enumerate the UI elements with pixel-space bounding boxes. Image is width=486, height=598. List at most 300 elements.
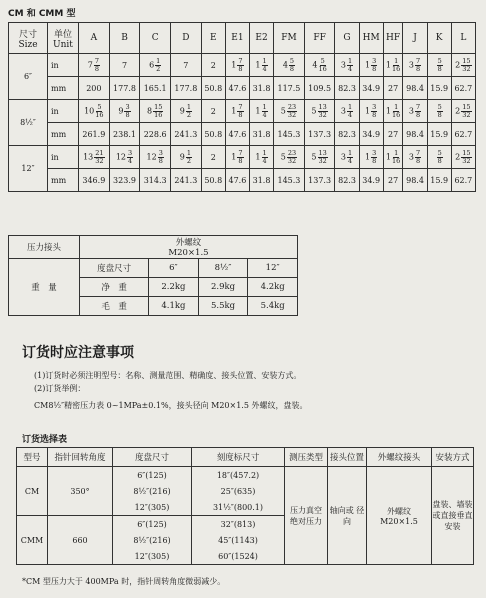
inch-whole: 13 <box>83 152 94 161</box>
fraction-denominator: 4 <box>128 156 133 165</box>
fraction-numerator: 1 <box>156 56 161 65</box>
inch-value <box>403 100 427 123</box>
inch-whole: 1 <box>365 60 371 69</box>
inch-whole: 2 <box>210 60 216 70</box>
fraction-numerator: 1 <box>262 148 267 157</box>
selection-table <box>16 447 474 565</box>
fraction-denominator: 16 <box>392 156 401 165</box>
mm-value: 15.9 <box>427 169 451 192</box>
fraction-numerator: 3 <box>128 148 133 157</box>
inch-fraction <box>153 104 163 119</box>
fraction-numerator: 5 <box>437 102 442 111</box>
inch-fraction <box>262 150 268 165</box>
fraction-denominator: 32 <box>318 110 327 119</box>
fraction-numerator: 3 <box>372 56 377 65</box>
inch-whole: 4 <box>282 60 288 69</box>
col-header: J <box>403 23 427 54</box>
inch-fraction <box>287 104 297 119</box>
fraction-denominator: 2 <box>156 64 161 73</box>
inch-whole: 12 <box>146 152 157 161</box>
fraction-numerator: 3 <box>158 148 163 157</box>
inch-whole: 5 <box>311 106 317 115</box>
mm-value: 47.6 <box>225 169 249 192</box>
inch-fraction <box>287 150 297 165</box>
inch-whole: 10 <box>84 106 95 115</box>
sel-scale: 31½″(800.1) <box>192 499 285 516</box>
fraction-numerator: 3 <box>372 102 377 111</box>
fraction-numerator: 7 <box>238 148 243 157</box>
unit-header-cn: 单位 <box>53 29 72 40</box>
fraction-denominator: 8 <box>416 64 421 73</box>
fraction-numerator: 1 <box>186 102 191 111</box>
inch-fraction <box>392 58 400 73</box>
fraction-denominator: 8 <box>437 110 442 119</box>
size-8: 8½″ <box>198 259 248 278</box>
inch-value <box>249 100 273 123</box>
inch-fraction <box>461 150 471 165</box>
unit-header <box>48 23 79 54</box>
fraction-denominator: 32 <box>462 156 471 165</box>
mm-value: 177.8 <box>171 77 202 100</box>
sel-dial: 6″(125) <box>113 467 192 484</box>
inch-value <box>274 100 305 123</box>
sel-mount: 盘装、墙装或直接垂直安装 <box>432 467 474 565</box>
thread-spec: M20×1.5 <box>168 248 209 258</box>
size-label: 6″ <box>9 54 48 100</box>
sel-scale: 32″(813) <box>192 516 285 533</box>
inch-whole: 2 <box>210 106 216 116</box>
fraction-denominator: 8 <box>416 110 421 119</box>
sel-hdr-model: 型号 <box>17 448 48 467</box>
inch-fraction <box>186 104 192 119</box>
sel-hdr-thread: 外螺纹接头 <box>367 448 432 467</box>
mm-value: 62.7 <box>451 77 475 100</box>
fraction-numerator: 7 <box>416 102 421 111</box>
net-12: 4.2kg <box>248 278 298 297</box>
fraction-denominator: 16 <box>154 110 163 119</box>
net-6: 2.2kg <box>149 278 199 297</box>
net-8: 2.9kg <box>198 278 248 297</box>
mm-value: 62.7 <box>451 169 475 192</box>
col-header: D <box>171 23 202 54</box>
inch-fraction <box>318 150 328 165</box>
mm-value: 200 <box>79 77 110 100</box>
sel-position: 轴向或 径 向 <box>328 467 367 565</box>
inch-whole: 8 <box>146 106 153 115</box>
col-header: FF <box>304 23 335 54</box>
fraction-numerator: 1 <box>262 56 267 65</box>
order-note-1: (1)订货时必须注明型号：名称、测量范围、精确度、接头位置、安装方式。 <box>34 371 302 380</box>
net-label: 净 重 <box>80 278 149 297</box>
dimensions-table <box>8 22 476 192</box>
size-6: 6″ <box>149 259 199 278</box>
mm-value: 238.1 <box>109 123 140 146</box>
fraction-numerator: 21 <box>95 148 104 157</box>
mm-value: 82.3 <box>335 169 359 192</box>
fraction-numerator: 5 <box>97 102 102 111</box>
fraction-numerator: 1 <box>186 148 191 157</box>
fraction-denominator: 4 <box>348 64 353 73</box>
mm-value: 34.9 <box>359 123 383 146</box>
inch-value <box>335 100 359 123</box>
inch-fraction <box>437 150 443 165</box>
mm-value: 177.8 <box>109 77 140 100</box>
fraction-denominator: 2 <box>186 156 191 165</box>
inch-whole: 7 <box>183 60 189 70</box>
mm-value: 228.6 <box>140 123 171 146</box>
mm-value: 98.4 <box>403 169 427 192</box>
sel-dial: 12″(305) <box>113 499 192 516</box>
fraction-numerator: 5 <box>320 56 325 65</box>
inch-whole: 1 <box>385 60 391 69</box>
inch-fraction <box>237 104 243 119</box>
fraction-numerator: 7 <box>416 148 421 157</box>
sel-type: 压力真空 绝对压力 <box>285 467 328 565</box>
sel-hdr-angle: 指针回转角度 <box>48 448 113 467</box>
mm-value: 98.4 <box>403 77 427 100</box>
inch-fraction <box>392 104 400 119</box>
inch-fraction <box>461 104 471 119</box>
col-header: E1 <box>225 23 249 54</box>
size-label: 8½″ <box>9 100 48 146</box>
fraction-numerator: 1 <box>394 56 399 65</box>
inch-fraction <box>371 150 377 165</box>
mm-value: 50.8 <box>201 169 225 192</box>
col-header: C <box>140 23 171 54</box>
inch-whole: 1 <box>255 106 261 115</box>
fraction-denominator: 8 <box>372 156 377 165</box>
sel-dial: 8½″(216) <box>113 532 192 548</box>
fraction-numerator: 1 <box>394 102 399 111</box>
mm-value: 27 <box>383 123 403 146</box>
fraction-numerator: 15 <box>462 148 471 157</box>
inch-value <box>274 146 305 169</box>
mm-value: 62.7 <box>451 123 475 146</box>
inch-value <box>359 54 383 77</box>
col-header: E2 <box>249 23 273 54</box>
sel-scale: 25″(635) <box>192 483 285 499</box>
inch-whole: 1 <box>231 152 237 161</box>
fraction-denominator: 32 <box>318 156 327 165</box>
inch-whole: 1 <box>231 60 237 69</box>
inch-fraction <box>95 104 103 119</box>
inch-value <box>79 146 110 169</box>
inch-value <box>451 54 475 77</box>
unit-header-en: Unit <box>53 39 73 50</box>
inch-whole: 4 <box>312 60 318 69</box>
inch-fraction <box>186 150 192 165</box>
fraction-numerator: 5 <box>437 56 442 65</box>
inch-fraction <box>237 150 243 165</box>
fraction-denominator: 32 <box>95 156 104 165</box>
page-title: CM 和 CMM 型 <box>8 9 76 19</box>
fraction-denominator: 4 <box>262 110 267 119</box>
inch-value <box>383 146 403 169</box>
inch-whole: 1 <box>365 152 371 161</box>
fraction-numerator: 1 <box>262 102 267 111</box>
fraction-denominator: 16 <box>318 64 327 73</box>
fraction-denominator: 8 <box>238 64 243 73</box>
mm-value: 82.3 <box>335 77 359 100</box>
fraction-numerator: 7 <box>238 102 243 111</box>
inch-whole: 3 <box>408 106 414 115</box>
col-header: HF <box>383 23 403 54</box>
inch-value <box>140 146 171 169</box>
inch-value <box>403 146 427 169</box>
inch-value <box>274 54 305 77</box>
inch-fraction <box>289 58 295 73</box>
inch-whole: 1 <box>385 152 391 161</box>
fraction-denominator: 32 <box>462 110 471 119</box>
ext-thread-label: 外螺纹 <box>175 238 202 248</box>
fraction-denominator: 8 <box>372 64 377 73</box>
fraction-numerator: 5 <box>289 56 295 65</box>
mm-value: 241.3 <box>171 169 202 192</box>
inch-whole: 5 <box>280 106 286 115</box>
inch-value <box>427 146 451 169</box>
inch-fraction <box>415 104 421 119</box>
fraction-denominator: 16 <box>392 110 401 119</box>
inch-value <box>140 100 171 123</box>
inch-value <box>109 54 140 77</box>
inch-fraction <box>415 150 421 165</box>
mm-value: 145.3 <box>274 123 305 146</box>
sel-angle-cm: 350° <box>48 467 113 516</box>
size-label: 12″ <box>9 146 48 192</box>
mm-value: 47.6 <box>225 77 249 100</box>
inch-value <box>304 54 335 77</box>
inch-whole: 2 <box>455 60 461 69</box>
sel-thread: 外螺纹 M20×1.5 <box>367 467 432 565</box>
inch-fraction <box>262 104 268 119</box>
mm-value: 50.8 <box>201 123 225 146</box>
col-header: B <box>109 23 140 54</box>
mm-value: 34.9 <box>359 169 383 192</box>
order-heading: 订货时应注意事项 <box>22 345 134 361</box>
inch-whole: 1 <box>255 152 261 161</box>
fraction-numerator: 7 <box>94 56 99 65</box>
col-header: HM <box>359 23 383 54</box>
sel-angle-cmm: 660 <box>48 516 113 565</box>
inch-value <box>451 100 475 123</box>
inch-value <box>225 100 249 123</box>
fraction-numerator: 15 <box>462 102 471 111</box>
sel-dial: 6″(125) <box>113 516 192 533</box>
sel-model-cmm: CMM <box>17 516 48 565</box>
size-12: 12″ <box>248 259 298 278</box>
inch-whole: 5 <box>311 152 317 161</box>
fraction-denominator: 8 <box>416 156 421 165</box>
inch-value <box>451 146 475 169</box>
inch-whole: 9 <box>179 106 185 115</box>
fraction-denominator: 8 <box>437 64 442 73</box>
mm-value: 31.8 <box>249 123 273 146</box>
inch-fraction <box>319 58 327 73</box>
mm-value: 314.3 <box>140 169 171 192</box>
fraction-numerator: 1 <box>348 56 353 65</box>
unit-in: in <box>48 100 79 123</box>
mm-value: 47.6 <box>225 123 249 146</box>
footnote: *CM 型压力大于 400MPa 时，指针周转角度微弱减少。 <box>22 577 226 586</box>
sel-scale: 18″(457.2) <box>192 467 285 484</box>
inch-value <box>403 54 427 77</box>
unit-mm: mm <box>48 123 79 146</box>
inch-fraction <box>158 150 164 165</box>
inch-whole: 12 <box>115 152 127 161</box>
gross-label: 毛 重 <box>80 297 149 316</box>
mm-value: 50.8 <box>201 77 225 100</box>
sel-hdr-scale: 刻度标尺寸 <box>192 448 285 467</box>
fraction-numerator: 7 <box>238 56 243 65</box>
inch-whole: 2 <box>455 106 461 115</box>
inch-value <box>79 54 110 77</box>
mm-value: 15.9 <box>427 123 451 146</box>
inch-value <box>201 54 225 77</box>
gross-12: 5.4kg <box>248 297 298 316</box>
size-header-en: Size <box>18 39 38 50</box>
inch-value <box>304 100 335 123</box>
fraction-denominator: 4 <box>262 64 267 73</box>
inch-value <box>335 54 359 77</box>
col-header: FM <box>274 23 305 54</box>
size-header-cn: 尺寸 <box>18 29 37 40</box>
inch-fraction <box>415 58 421 73</box>
fraction-numerator: 3 <box>372 148 377 157</box>
fraction-denominator: 32 <box>287 110 297 119</box>
inch-fraction <box>461 58 471 73</box>
sel-dial: 12″(305) <box>113 548 192 565</box>
col-header: L <box>451 23 475 54</box>
inch-value <box>249 146 273 169</box>
fraction-numerator: 15 <box>462 56 471 65</box>
inch-value <box>79 100 110 123</box>
sel-hdr-dial: 度盘尺寸 <box>113 448 192 467</box>
gross-8: 5.5kg <box>198 297 248 316</box>
inch-value <box>383 100 403 123</box>
inch-value <box>335 146 359 169</box>
sel-scale: 45″(1143) <box>192 532 285 548</box>
mm-value: 346.9 <box>79 169 110 192</box>
inch-fraction <box>262 58 268 73</box>
inch-whole: 9 <box>179 152 185 161</box>
inch-whole: 3 <box>408 152 414 161</box>
mm-value: 15.9 <box>427 77 451 100</box>
col-header: E <box>201 23 225 54</box>
col-header: A <box>79 23 110 54</box>
selection-heading: 订货选择表 <box>22 435 68 445</box>
inch-value <box>140 54 171 77</box>
inch-fraction <box>155 58 161 73</box>
inch-value <box>225 146 249 169</box>
fraction-numerator: 13 <box>318 148 327 157</box>
inch-whole: 1 <box>365 106 371 115</box>
inch-value <box>249 54 273 77</box>
inch-whole: 7 <box>121 60 128 70</box>
mm-value: 27 <box>383 169 403 192</box>
fraction-denominator: 2 <box>186 110 191 119</box>
inch-fraction <box>347 150 353 165</box>
fraction-numerator: 15 <box>154 102 163 111</box>
mm-value: 145.3 <box>274 169 305 192</box>
inch-fraction <box>392 150 400 165</box>
inch-whole: 3 <box>340 152 346 161</box>
fraction-denominator: 8 <box>372 110 377 119</box>
weight-label: 重 量 <box>9 259 80 316</box>
fraction-denominator: 16 <box>95 110 104 119</box>
dial-size-label: 度盘尺寸 <box>80 259 149 278</box>
thread-cell <box>80 236 298 259</box>
col-header: G <box>335 23 359 54</box>
fraction-denominator: 8 <box>238 156 243 165</box>
unit-in: in <box>48 54 79 77</box>
fraction-denominator: 32 <box>287 156 297 165</box>
fraction-numerator: 3 <box>125 102 130 111</box>
mm-value: 27 <box>383 77 403 100</box>
mm-value: 117.5 <box>274 77 305 100</box>
inch-whole: 3 <box>408 60 414 69</box>
inch-whole: 6 <box>149 60 155 69</box>
inch-whole: 7 <box>87 60 93 69</box>
mm-value: 82.3 <box>335 123 359 146</box>
inch-fraction <box>371 104 377 119</box>
unit-in: in <box>48 146 79 169</box>
unit-mm: mm <box>48 169 79 192</box>
fraction-denominator: 4 <box>262 156 267 165</box>
sel-hdr-type: 测压类型 <box>285 448 328 467</box>
inch-value <box>171 54 202 77</box>
inch-whole: 2 <box>455 152 461 161</box>
mm-value: 137.3 <box>304 123 335 146</box>
fraction-numerator: 1 <box>348 148 353 157</box>
inch-fraction <box>94 58 100 73</box>
weight-table <box>8 235 298 316</box>
fraction-denominator: 32 <box>462 64 471 73</box>
fraction-denominator: 8 <box>238 110 243 119</box>
unit-mm: mm <box>48 77 79 100</box>
fraction-denominator: 4 <box>348 110 353 119</box>
inch-fraction <box>237 58 243 73</box>
inch-fraction <box>347 58 353 73</box>
pressure-conn-label: 压力接头 <box>9 236 80 259</box>
fraction-numerator: 5 <box>437 148 442 157</box>
inch-whole: 3 <box>340 106 346 115</box>
inch-whole: 1 <box>231 106 237 115</box>
mm-value: 323.9 <box>109 169 140 192</box>
inch-value <box>171 146 202 169</box>
sel-model-cm: CM <box>17 467 48 516</box>
inch-value <box>109 100 140 123</box>
inch-fraction <box>437 104 443 119</box>
fraction-numerator: 1 <box>348 102 353 111</box>
fraction-denominator: 8 <box>437 156 442 165</box>
mm-value: 137.3 <box>304 169 335 192</box>
mm-value: 31.8 <box>249 169 273 192</box>
inch-whole: 3 <box>340 60 346 69</box>
inch-fraction <box>127 150 133 165</box>
gross-6: 4.1kg <box>149 297 199 316</box>
mm-value: 98.4 <box>403 123 427 146</box>
order-note-2: (2)订货举例： <box>34 384 86 393</box>
fraction-denominator: 8 <box>94 64 99 73</box>
inch-value <box>109 146 140 169</box>
mm-value: 165.1 <box>140 77 171 100</box>
inch-whole: 9 <box>118 106 124 115</box>
fraction-denominator: 4 <box>348 156 353 165</box>
inch-whole: 2 <box>210 152 216 162</box>
mm-value: 241.3 <box>171 123 202 146</box>
inch-value <box>427 100 451 123</box>
mm-value: 261.9 <box>79 123 110 146</box>
